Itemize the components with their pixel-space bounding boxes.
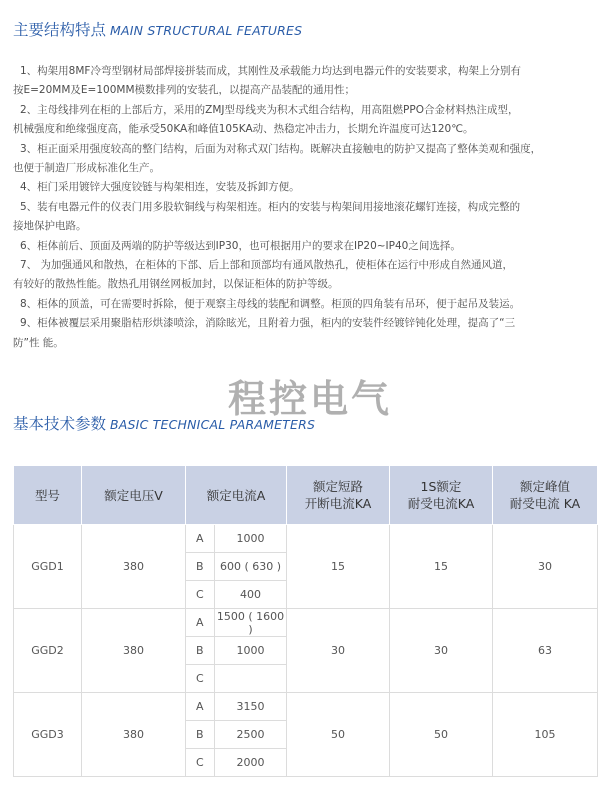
cell-peak-current: 63: [493, 609, 598, 693]
cell-current-letter: A: [186, 609, 215, 637]
feature-line: 防”性 能。: [13, 336, 64, 349]
cell-model: GGD1: [14, 525, 82, 609]
section-title-features: [13, 18, 302, 40]
feature-line: 9、柜体被覆层采用聚脂桔形烘漆喷涂，消除眩光，且附着力强，柜内的安装件经镀锌钝化处理，提高了“三: [20, 317, 516, 330]
header-voltage: 额定电压V: [82, 466, 186, 525]
feature-line: 6、柜体前后、顶面及两端的防护等级达到IP30，也可根据用户的要求在IP20~IP40之间选择。: [20, 239, 461, 252]
cell-current-letter: C: [186, 749, 215, 777]
cell-break-current: 15: [287, 525, 390, 609]
cell-model: GGD2: [14, 609, 82, 693]
header-withstand-current: 1S额定 耐受电流KA: [390, 466, 493, 525]
cell-current-value: 1500 ( 1600 ): [215, 609, 287, 637]
cell-withstand-current: 30: [390, 609, 493, 693]
cell-peak-current: 105: [493, 693, 598, 777]
feature-line: 接地保护电路。: [13, 220, 87, 233]
cell-current-letter: C: [186, 665, 215, 693]
cell-current-value: [215, 665, 287, 693]
feature-line: 2、主母线排列在柜的上部后方，采用的ZMJ型母线夹为积木式组合结构，用高阻燃PPO合金材料热注成型，: [20, 103, 519, 116]
cell-current-value: 1000: [215, 637, 287, 665]
table-row: [14, 693, 598, 721]
section-title-parameters-cn: 基本技术参数: [13, 415, 107, 433]
cell-current-value: 3150: [215, 693, 287, 721]
features-list: [13, 62, 599, 353]
header-model: 型号: [14, 466, 82, 525]
cell-current-value: 2000: [215, 749, 287, 777]
feature-line: 3、柜正面采用强度较高的整门结构，后面为对称式双门结构。既解决直接触电的防护又提高了整体美观和强度，: [20, 142, 542, 155]
feature-line: 5、装有电器元件的仪表门用多股软铜线与构架相连。柜内的安装与构架间用接地滚花螺钉连接，构成完整的: [20, 200, 521, 213]
feature-line: 4、柜门采用镀锌大强度铰链与构架相连，安装及拆卸方便。: [20, 181, 300, 194]
watermark-logo: 程控电气: [228, 377, 393, 421]
feature-line: 有较好的散热性能。散热孔用钢丝网板加封，以保证柜体的防护等级。: [13, 278, 339, 291]
cell-withstand-current: 15: [390, 525, 493, 609]
section-title-parameters-en: BASIC TECHNICAL PARAMETERS: [110, 417, 316, 432]
table-row: [14, 525, 598, 553]
feature-line: 1、构架用8MF冷弯型钢材局部焊接拼装而成，其刚性及承载能力均达到电器元件的安装要求，构架上分别有: [20, 65, 521, 77]
parameters-table: [13, 465, 598, 777]
feature-line: 8、柜体的顶盖，可在需要时拆除，便于观察主母线的装配和调整。柜顶的四角装有吊环，便于起吊及装运。: [20, 297, 521, 310]
header-peak-current: 额定峰值 耐受电流 KA: [493, 466, 598, 525]
cell-current-value: 600 ( 630 ): [215, 553, 287, 581]
cell-withstand-current: 50: [390, 693, 493, 777]
cell-current-value: 1000: [215, 525, 287, 553]
feature-line: 按E=20MM及E=100MM模数排列的安装孔，以提高产品装配的通用性；: [13, 84, 356, 97]
cell-current-letter: C: [186, 581, 215, 609]
cell-voltage: 380: [82, 525, 186, 609]
cell-voltage: 380: [82, 693, 186, 777]
cell-break-current: 30: [287, 609, 390, 693]
cell-current-letter: A: [186, 525, 215, 553]
section-title-features-cn: 主要结构特点: [13, 21, 107, 39]
cell-voltage: 380: [82, 609, 186, 693]
table-row: [14, 609, 598, 637]
header-break-current: 额定短路 开断电流KA: [287, 466, 390, 525]
cell-peak-current: 30: [493, 525, 598, 609]
cell-break-current: 50: [287, 693, 390, 777]
feature-line: 7、 为加强通风和散热，在柜体的下部、后上部和顶部均有通风散热孔，使柜体在运行中形成自然通风道，: [20, 259, 514, 272]
cell-model: GGD3: [14, 693, 82, 777]
header-current: 额定电流A: [186, 466, 287, 525]
feature-line: 机械强度和绝缘强度高，能承受50KA和峰值105KA动、热稳定冲击力，长期允许温度可达120℃。: [13, 123, 474, 136]
cell-current-letter: A: [186, 693, 215, 721]
feature-line: 也便于制造厂形成标准化生产。: [13, 162, 160, 175]
cell-current-value: 400: [215, 581, 287, 609]
cell-current-letter: B: [186, 553, 215, 581]
table-header-row: [14, 466, 598, 525]
cell-current-letter: B: [186, 637, 215, 665]
cell-current-value: 2500: [215, 721, 287, 749]
section-title-features-en: MAIN STRUCTURAL FEATURES: [110, 23, 303, 38]
section-title-parameters: [13, 412, 315, 434]
cell-current-letter: B: [186, 721, 215, 749]
